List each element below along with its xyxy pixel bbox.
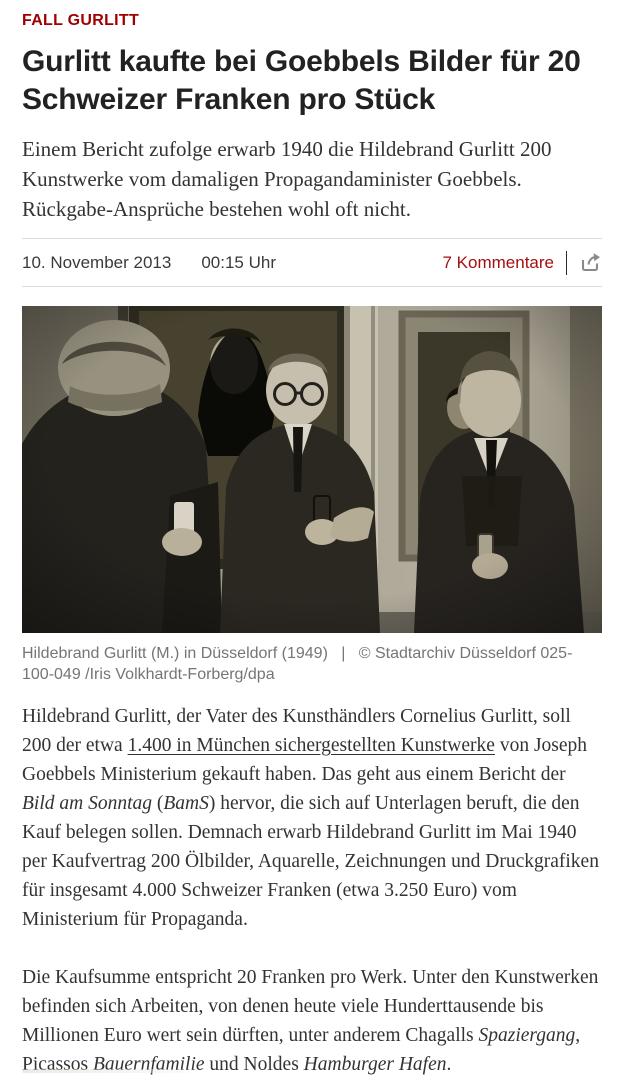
paragraph-text: und Noldes: [204, 1054, 304, 1075]
share-icon: [579, 252, 602, 273]
article-body: [22, 702, 602, 1079]
comments-link[interactable]: 7 Kommentare: [442, 252, 554, 272]
paragraph-text: ) hervor, die sich auf Unterlagen beruft, die den Kauf belegen sollen. Demnach erwarb Hildebrand Gurlitt im Mai 1940 per Kaufvertrag 200 Ölbilder, Aquarelle, Zeichnungen und Druckgrafiken für insgesamt 4.000 Schweizer Franken (etwa 3.250 Euro) vom Ministerium für Propaganda.: [22, 793, 599, 930]
publish-time: 00:15 Uhr: [201, 252, 276, 272]
meta-bar: [22, 238, 602, 287]
paragraph-text: von Joseph Goebbels Ministerium gekauft haben. Das geht aus einem Bericht der: [22, 735, 588, 785]
caption-text: Hildebrand Gurlitt (M.) in Düsseldorf (1949): [22, 645, 328, 662]
work-title: Spaziergang: [478, 1025, 576, 1046]
work-title: Hamburger Hafen: [303, 1054, 447, 1075]
meta-actions: [443, 251, 603, 275]
caption-separator: [332, 645, 341, 662]
article-teaser: Einem Bericht zufolge erwarb 1940 die Hildebrand Gurlitt 200 Kunstwerke vom damaligen Propagandaminister Goebbels. Rückgabe-Ansprüche bestehen wohl oft nicht.: [22, 137, 552, 221]
photo-credit: © Stadtarchiv Düsseldorf 025-100-049 /Iris Volkhardt-Forberg/dpa: [22, 645, 573, 683]
paragraph-text: Hildebrand Gurlitt, der Vater des Kunsthändlers Cornelius Gurlitt, soll 200 der etwa: [22, 706, 571, 756]
article-photo[interactable]: [22, 306, 602, 633]
meta-dateline: [22, 253, 276, 273]
paragraph-text: , Picassos: [22, 1025, 581, 1075]
inline-link[interactable]: 1.400 in München sichergestellten Kunstwerke: [127, 735, 495, 756]
paragraph-text: .: [446, 1054, 452, 1075]
page-title: Gurlitt kaufte bei Goebbels Bilder für 20 Schweizer Franken pro Stück: [22, 45, 581, 116]
work-title: Bild am Sonntag: [22, 793, 152, 814]
meta-divider: [566, 251, 567, 275]
article-paragraph: [22, 963, 602, 1079]
photo-caption: [22, 643, 602, 685]
work-title: Bauernfamilie: [92, 1054, 205, 1075]
work-title: BamS: [163, 793, 209, 814]
share-button[interactable]: [579, 252, 602, 273]
article-paragraph: [22, 702, 602, 934]
next-line-cutoff: [22, 1069, 202, 1073]
photo-illustration: [22, 306, 602, 633]
article-figure: [22, 306, 602, 685]
paragraph-text: Die Kaufsumme entspricht 20 Franken pro Werk. Unter den Kunstwerken befinden sich Arbeiten, von denen heute viele Hunderttausende bis Millionen Euro wert sein dürften, unter anderem Chagalls: [22, 967, 599, 1046]
caption-separator2: [345, 645, 354, 662]
publish-date: 10. November 2013: [22, 252, 172, 272]
paragraph-text: (: [152, 793, 164, 814]
caption-pipe: |: [341, 645, 346, 662]
kicker[interactable]: FALL GURLITT: [22, 12, 140, 29]
